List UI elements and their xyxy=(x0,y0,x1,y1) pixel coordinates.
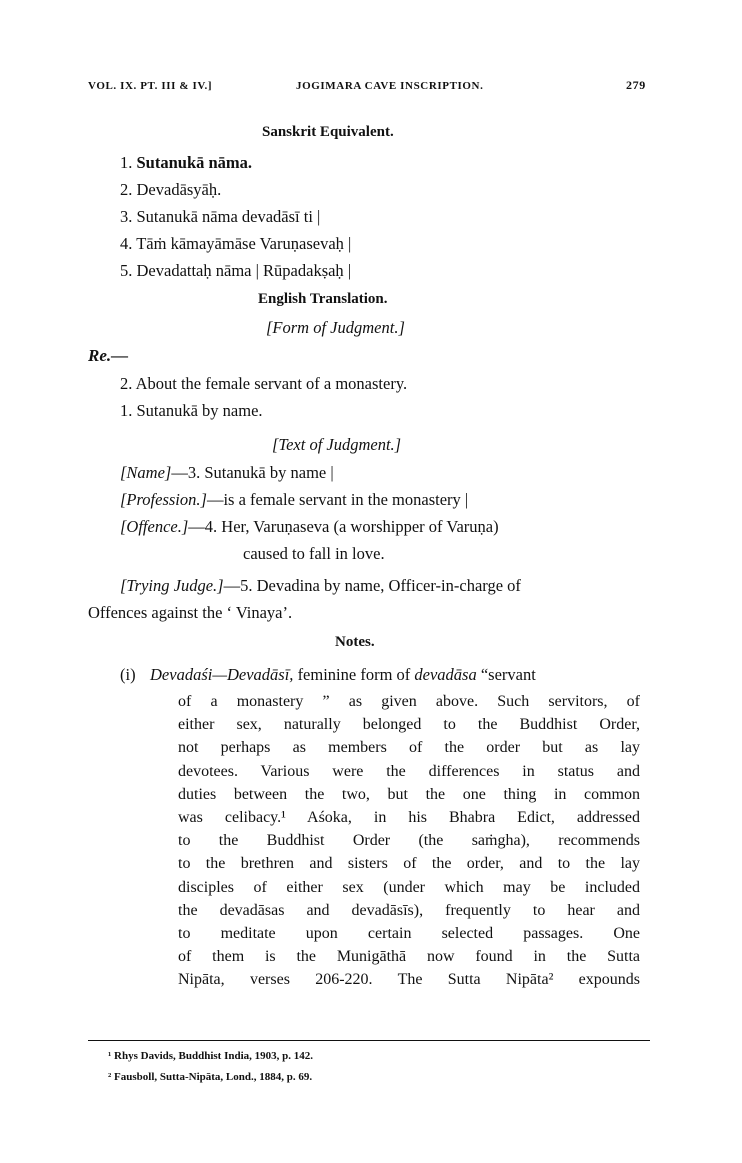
line-number: 4. xyxy=(120,234,133,253)
judgment-line xyxy=(120,576,521,596)
note-line: of a monastery ” as given above. Such servitors, of xyxy=(178,693,640,710)
line-text: Devadāsyāḥ. xyxy=(136,180,222,199)
line-text: Devadattaḥ nāma | Rūpadakṣaḥ | xyxy=(136,261,352,280)
judgment-text: Offences against the ‘ Vinaya’. xyxy=(88,603,293,622)
line-text: Tāṁ kāmayāmāse Varuṇasevaḥ | xyxy=(136,234,352,253)
translation-heading: English Translation. xyxy=(258,291,388,307)
judgment-line xyxy=(120,463,334,483)
judgment-text: —is a female servant in the monastery | xyxy=(206,490,469,509)
note-line: to the brethren and sisters of the order, and to the lay xyxy=(178,855,640,873)
sanskrit-line xyxy=(120,180,221,200)
line-number: 5. xyxy=(120,261,133,280)
line-text: Sutanukā nāma. xyxy=(136,153,253,172)
notes-heading: Notes. xyxy=(335,634,375,650)
note-line: was celibacy.¹ Aśoka, in his Bhabra Edict, addressed xyxy=(178,809,640,827)
note-line: disciples of either sex (under which may be included xyxy=(178,878,640,896)
line-number: 2. xyxy=(120,374,133,393)
judgment-text: —3. Sutanukā by name | xyxy=(171,463,334,482)
sanskrit-heading: Sanskrit Equivalent. xyxy=(262,124,394,140)
form-of-judgment-label: [Form of Judgment.] xyxy=(266,318,405,337)
judgment-label: [Name] xyxy=(120,463,172,482)
judgment-line xyxy=(120,517,499,537)
page-number: 279 xyxy=(626,78,646,92)
line-number: 1. xyxy=(120,153,133,172)
judgment-line xyxy=(243,544,385,564)
judgment-line xyxy=(88,603,292,623)
note-text: feminine form of xyxy=(293,665,411,684)
note-line: of them is the Munigāthā now found in the Sutta xyxy=(178,948,640,966)
note-line: either sex, naturally belonged to the Buddhist Order, xyxy=(178,716,640,734)
line-number: 2. xyxy=(120,180,133,199)
form-line xyxy=(120,401,263,421)
judgment-line xyxy=(120,490,468,510)
sanskrit-line xyxy=(120,261,351,281)
judgment-label: [Profession.] xyxy=(120,490,207,509)
note-first-line xyxy=(150,665,640,685)
note-marker: (i) xyxy=(120,665,136,684)
note-line: devotees. Various were the differences in status and xyxy=(178,762,640,780)
note-term: devadāsa xyxy=(414,665,477,684)
note-line: the devadāsas and devadāsīs), frequently to hear and xyxy=(178,901,640,919)
form-line xyxy=(120,374,407,394)
judgment-label: [Offence.] xyxy=(120,517,189,536)
judgment-text: —5. Devadina by name, Officer-in-charge of xyxy=(223,576,521,595)
note-body xyxy=(178,690,640,992)
note-line: Nipāta, verses 206-220. The Sutta Nipāta² expounds xyxy=(178,971,640,989)
running-header-title: JOGIMARA CAVE INSCRIPTION. xyxy=(296,80,484,92)
judgment-text: caused to fall in love. xyxy=(243,544,385,563)
line-text: Sutanukā by name. xyxy=(136,401,263,420)
sanskrit-line xyxy=(120,153,252,173)
footnote: ² Fausboll, Sutta-Nipāta, Lond., 1884, p. 69. xyxy=(108,1071,313,1083)
footnote: ¹ Rhys Davids, Buddhist India, 1903, p. 142. xyxy=(108,1050,314,1062)
judgment-label: [Trying Judge.] xyxy=(120,576,224,595)
sanskrit-line xyxy=(120,234,351,254)
line-number: 3. xyxy=(120,207,133,226)
note-text: “servant xyxy=(476,665,536,684)
sanskrit-line xyxy=(120,207,320,227)
line-number: 1. xyxy=(120,401,133,420)
note-line: to meditate upon certain selected passages. One xyxy=(178,925,640,943)
line-text: About the female servant of a monastery. xyxy=(135,374,408,393)
note-line: duties between the two, but the one thing in common xyxy=(178,785,640,803)
line-text: Sutanukā nāma devadāsī ti | xyxy=(136,207,321,226)
note-line: not perhaps as members of the order but as lay xyxy=(178,739,640,757)
note-term: Devadaśi—Devadāsī, xyxy=(150,665,294,684)
text-of-judgment-label: [Text of Judgment.] xyxy=(272,435,402,454)
running-header-volume: VOL. IX. PT. III & IV.] xyxy=(88,80,213,92)
footnote-rule xyxy=(88,1040,650,1041)
judgment-text: —4. Her, Varuṇaseva (a worshipper of Varuṇa) xyxy=(188,517,499,536)
note-line: to the Buddhist Order (the saṁgha), recommends xyxy=(178,832,640,850)
re-label: Re.— xyxy=(88,346,129,365)
